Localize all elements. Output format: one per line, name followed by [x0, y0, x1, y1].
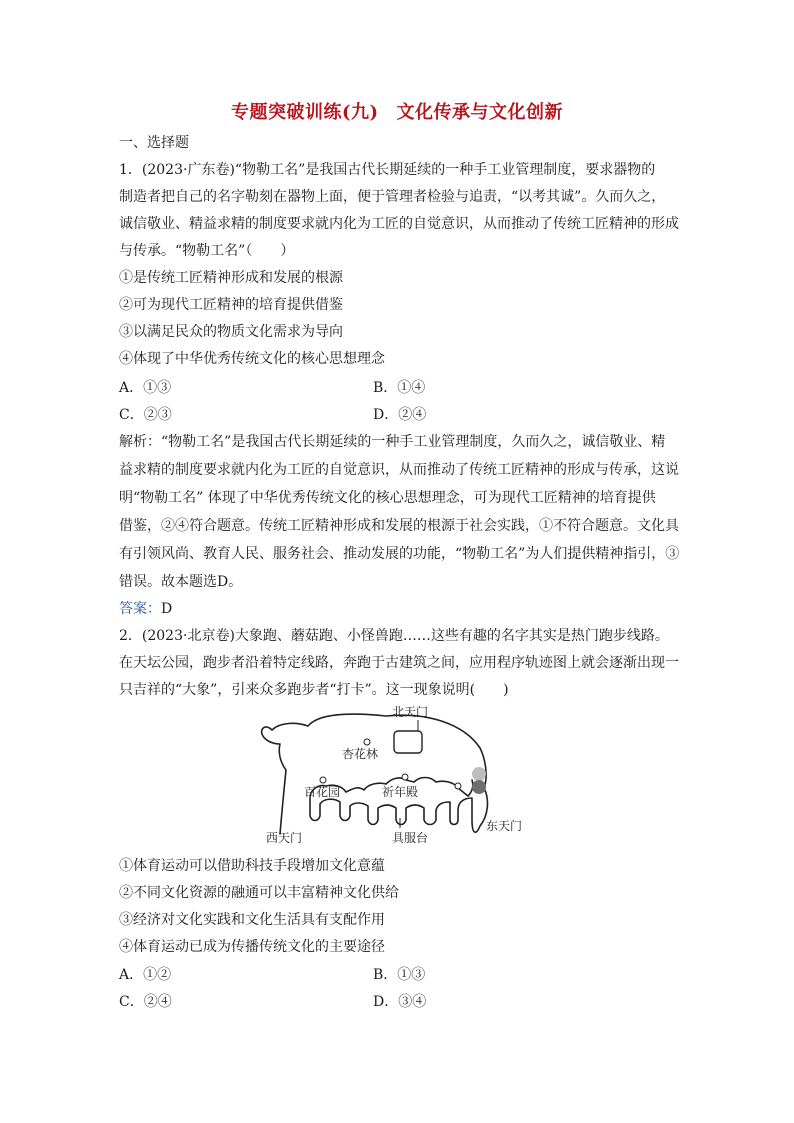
end-point-marker	[472, 780, 486, 794]
route-node-marker	[455, 783, 461, 789]
label-east-gate: 东天门	[486, 819, 523, 833]
north-gate-block	[394, 731, 422, 753]
label-north-gate: 北天门	[392, 705, 429, 719]
hundred-flower-marker	[320, 777, 326, 783]
title-main: 专题突破训练(九)	[230, 102, 379, 123]
q2-statement: ③经济对文化实践和文化生活具有支配作用	[119, 912, 385, 928]
answer-value: D	[161, 601, 173, 617]
q1-stem-line: 诚信敬业、精益求精的制度要求就内化为工匠的自觉意识，从而推动了传统工匠精神的形成	[119, 216, 679, 232]
q1-option-d: D．②④	[373, 407, 427, 423]
label-west-gate: 西天门	[266, 831, 303, 845]
q1-analysis-line: 错误。故本题选D。	[119, 574, 243, 590]
q2-stem-line: 2．(2023·北京卷)大象跑、蘑菇跑、小怪兽跑……这些有趣的名字其实是热门跑步线路。	[119, 628, 669, 644]
q2-statement: ①体育运动可以借助科技手段增加文化意蕴	[119, 858, 385, 874]
q2-statement: ②不同文化资源的融通可以丰富精神文化供给	[119, 885, 399, 901]
q2-option-a: A．①②	[119, 967, 172, 983]
title-sub: 文化传承与文化创新	[396, 102, 564, 123]
q2-option-b: B．①③	[373, 967, 426, 983]
label-apricot-grove: 杏花林	[342, 747, 379, 761]
q1-statement: ③以满足民众的物质文化需求为导向	[119, 324, 343, 340]
q1-analysis-line: 益求精的制度要求就内化为工匠的自觉意识，从而推动了传统工匠精神的形成与传承，这说	[119, 462, 679, 478]
q2-option-d: D．③④	[373, 994, 427, 1010]
q1-statement: ④体现了中华优秀传统文化的核心思想理念	[119, 351, 385, 367]
apricot-grove-marker	[364, 739, 370, 745]
section-heading: 一、选择题	[119, 135, 189, 151]
label-jufu-terrace: 具服台	[392, 831, 429, 845]
q1-option-c: C．②③	[119, 407, 172, 423]
label-hundred-flower: 百花园	[304, 785, 341, 799]
q1-analysis-line: 解析：“物勒工名”是我国古代长期延续的一种手工业管理制度，久而久之，诚信敬业、精	[119, 434, 666, 450]
q1-option-b: B．①④	[373, 380, 426, 396]
q1-statement: ②可为现代工匠精神的培育提供借鉴	[119, 297, 343, 313]
running-route-path	[262, 714, 488, 834]
q1-analysis-line: 借鉴，②④符合题意。传统工匠精神形成和发展的根源于社会实践，①不符合题意。文化具	[119, 518, 679, 534]
start-point-marker	[472, 767, 486, 781]
q1-stem-line: 与传承。“物勒工名”（ ）	[119, 243, 295, 259]
q2-stem-line: 在天坛公园，跑步者沿着特定线路，奔跑于古建筑之间，应用程序轨迹图上就会逐渐出现一	[119, 655, 679, 671]
q2-option-c: C．②④	[119, 994, 172, 1010]
page-title	[0, 98, 794, 124]
answer-label: 答案：	[119, 601, 161, 617]
elephant-route-map	[258, 700, 538, 848]
q1-answer	[119, 600, 172, 618]
q2-statement: ④体育运动已成为传播传统文化的主要途径	[119, 939, 385, 955]
label-qinian-hall: 祈年殿	[382, 785, 419, 799]
qinian-hall-marker	[402, 774, 408, 780]
q1-statement: ①是传统工匠精神形成和发展的根源	[119, 270, 343, 286]
q2-stem-line: 只吉祥的“大象”，引来众多跑步者“打卡”。这一现象说明( )	[119, 682, 509, 698]
q1-stem-line: 1．(2023·广东卷)“物勒工名”是我国古代长期延续的一种手工业管理制度，要求器物的	[119, 162, 656, 178]
q1-option-a: A．①③	[119, 380, 172, 396]
q1-analysis-line: 有引领风尚、教育人民、服务社会、推动发展的功能，“物勒工名”为人们提供精神指引，③	[119, 546, 680, 562]
q1-stem-line: 制造者把自己的名字勒刻在器物上面，便于管理者检验与追责，“以考其诚”。久而久之，	[119, 189, 666, 205]
q1-analysis-line: 明“物勒工名” 体现了中华优秀传统文化的核心思想理念，可为现代工匠精神的培育提供	[119, 490, 656, 506]
